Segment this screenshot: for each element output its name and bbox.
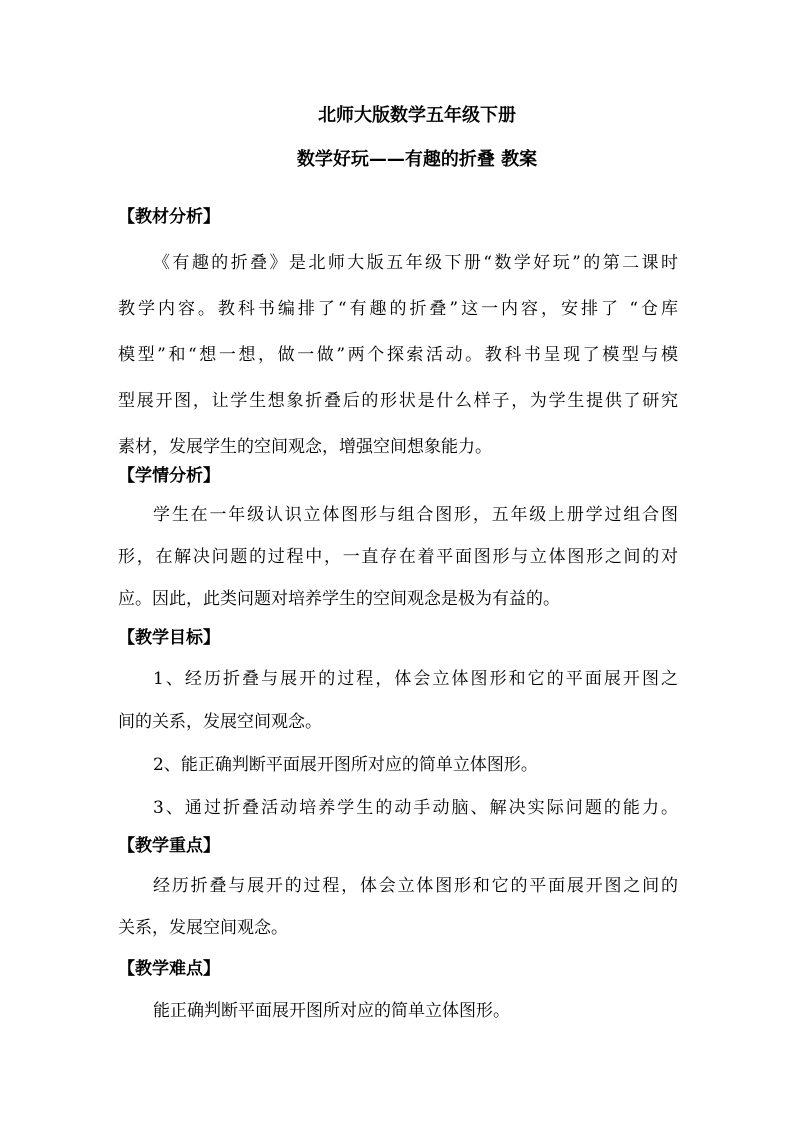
paragraph-line: 形，在解决问题的过程中，一直存在着平面图形与立体图形之间的对 (118, 547, 678, 567)
paragraph-line: 型展开图，让学生想象折叠后的形状是什么样子，为学生提供了研究 (118, 391, 678, 411)
section-heading-student-analysis: 【学情分析】 (118, 466, 220, 486)
paragraph-line: 经历折叠与展开的过程，体会立体图形和它的平面展开图之间的 (153, 876, 678, 896)
section-heading-difficult-points: 【教学难点】 (118, 959, 220, 979)
paragraph-line: 应。因此，此类问题对培养学生的空间观念是极为有益的。 (118, 589, 560, 609)
section-heading-teaching-objectives: 【教学目标】 (118, 628, 220, 648)
paragraph-line: 关系，发展空间观念。 (118, 918, 288, 938)
document-title: 北师大版数学五年级下册 (318, 105, 516, 126)
paragraph-line: 模型”和“想一想，做一做”两个探索活动。教科书呈现了模型与模 (118, 345, 678, 365)
document-subtitle: 数学好玩——有趣的折叠 教案 (296, 149, 538, 170)
paragraph-line: 学生在一年级认识立体图形与组合图形，五年级上册学过组合图 (153, 505, 678, 525)
section-heading-key-points: 【教学重点】 (118, 836, 220, 856)
paragraph-line: 1、经历折叠与展开的过程，体会立体图形和它的平面展开图之 (153, 669, 678, 689)
paragraph-line: 2、能正确判断平面展开图所对应的简单立体图形。 (153, 755, 538, 775)
paragraph-line: 《有趣的折叠》是北师大版五年级下册“数学好玩”的第二课时 (153, 253, 678, 273)
paragraph-line: 能正确判断平面展开图所对应的简单立体图形。 (153, 1001, 510, 1021)
paragraph-line: 间的关系，发展空间观念。 (118, 712, 322, 732)
section-heading-textbook-analysis: 【教材分析】 (118, 207, 220, 227)
paragraph-line: 素材，发展学生的空间观念，增强空间想象能力。 (118, 437, 492, 457)
paragraph-line: 3、通过折叠活动培养学生的动手动脑、解决实际问题的能力。 (153, 798, 678, 818)
paragraph-line: 教学内容。教科书编排了“有趣的折叠”这一内容，安排了 “仓库 (118, 299, 678, 319)
